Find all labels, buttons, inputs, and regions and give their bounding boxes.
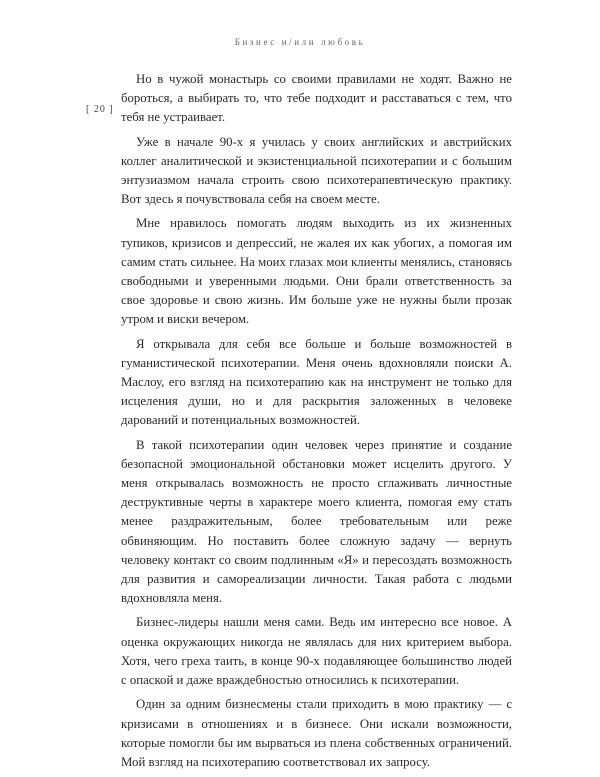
paragraph: Уже в начале 90-х я училась у своих английских и австрийских коллег аналитической и экзистенциальной психотерапии и с большим энтузиазмом начала строить свою психотерапевтическую практику. Вот здесь я почувствовала себя на своем месте. bbox=[121, 134, 512, 207]
paragraph: Один за одним бизнесмены стали приходить в мою практику — с кризисами в отношениях и в бизнесе. Они искали возможности, которые помогли бы им вырваться из плена собственных ограничений. Мой взгляд на психотерапию соответствовал их запросу. bbox=[121, 697, 512, 769]
running-head: Бизнес и/или любовь bbox=[234, 37, 366, 47]
paragraph: Бизнес-лидеры нашли меня сами. Ведь им интересно все новое. А оценка окружающих никогда не являлась для них критерием выбора. Хотя, чего греха таить, в конце 90-х подавляющее большинство людей с опаской и даже враждебностью относились к психотерапии. bbox=[121, 615, 512, 688]
paragraph: Я открывала для себя все больше и больше возможностей в гуманистической психотерапии. Меня очень вдохновляли поиски А. Маслоу, его взгляд на психотерапию как на инструмент не только для исцеления души, но и для раскрытия заложенных в человеке дарований и потенциальных возможностей. bbox=[121, 336, 512, 428]
paragraph: Но в чужой монастырь со своими правилами не ходят. Важно не бороться, а выбирать то, что тебе подходит и расставаться с тем, что тебя не устраивает. bbox=[121, 72, 512, 125]
body-text bbox=[121, 70, 512, 777]
paragraph: В такой психотерапии один человек через принятие и создание безопасной эмоциональной обстановки может исцелить другого. У меня открывалась возможность не просто сглаживать личностные деструктивные черты в характере моего клиента, помогая ему стать менее раздражительным, более требовательным или реже обвиняющим. Но поставить более сложную задачу — вернуть человеку контакт со своим подлинным «Я» и пересоздать возможность для развития и самореализации личности. Такая работа с людьми вдохновляла меня. bbox=[121, 437, 512, 606]
paragraph: Мне нравилось помогать людям выходить из их жизненных тупиков, кризисов и депрессий, не жалея их как убогих, а помогая им самим стать сильнее. На моих глазах мои клиенты менялись, становясь свободными и уверенными людьми. Они брали ответственность за свое здоровье и свою жизнь. Им больше уже не нужны были прозак утром и виски вечером. bbox=[121, 216, 512, 327]
page-number: [ 20 ] bbox=[86, 104, 114, 115]
